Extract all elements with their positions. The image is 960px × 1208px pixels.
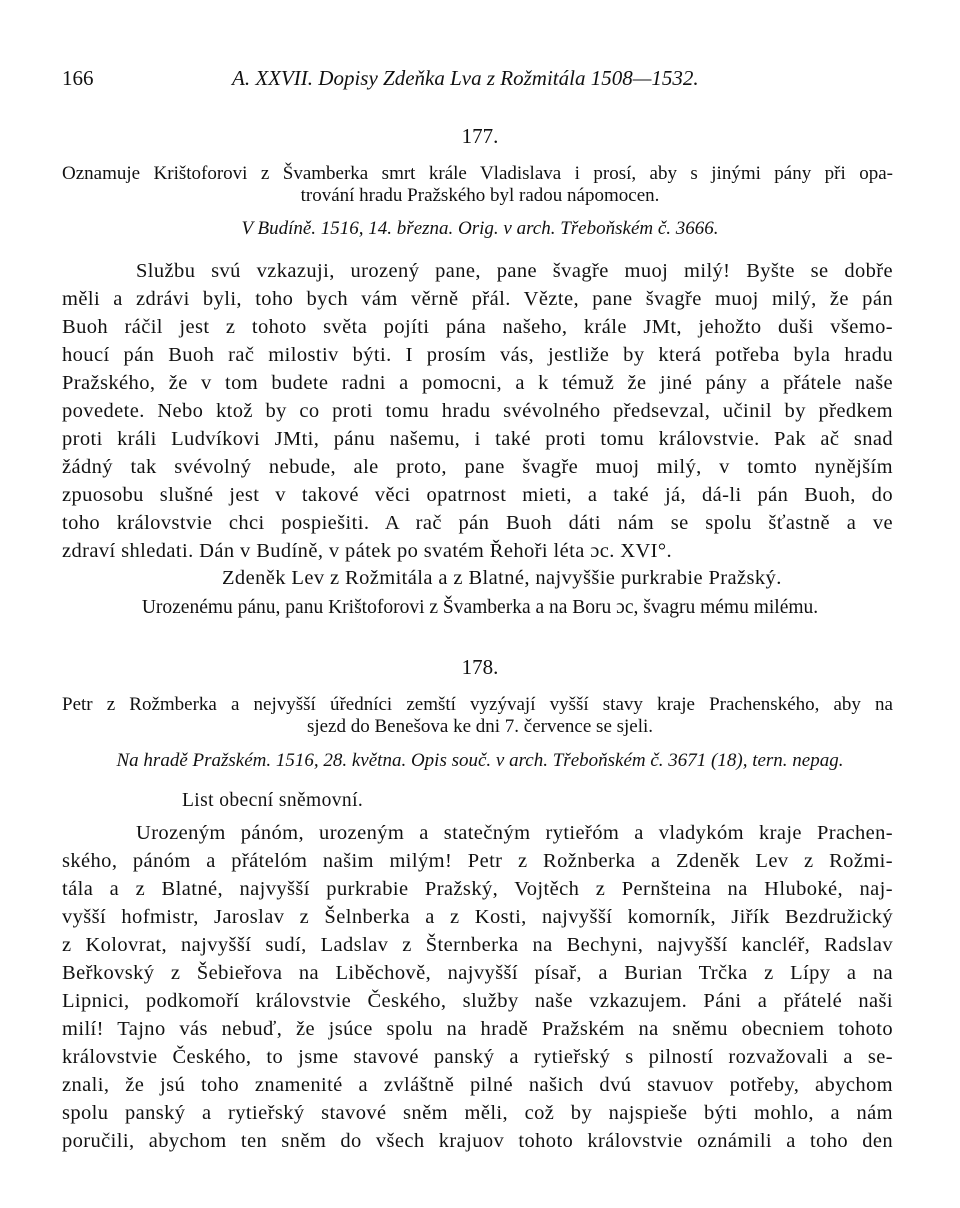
letter-body-line: Lipnici, podkomoří královstvie Českého, služby naše vzkazujem. Páni a přátelé naši xyxy=(62,990,893,1012)
letter-body-line: milí! Tajno vás nebuď, že jsúce spolu na hradě Pražském na sněmu obecniem tohoto xyxy=(62,1018,893,1040)
letter-body-line: žádný tak svévolný nebude, ale proto, pane švagře muoj milý, v tomto nynějším xyxy=(62,456,893,478)
letter-body-line: houcí pán Buoh rač milostiv býti. I prosím vás, jestliže by která potřeba byla hradu xyxy=(62,344,893,366)
letter-summary-line: Petr z Rožmberka a nejvyšší úředníci zemští vyzývají vyšší stavy kraje Prachenského, aby na xyxy=(62,694,893,715)
letter-body-line: zpuosobu slušné jest v takové věci opatrnost mieti, a také já, dá-li pán Buoh, do xyxy=(62,484,893,506)
letter-heading: List obecní sněmovní. xyxy=(182,790,364,811)
letter-number: 177. xyxy=(461,124,499,148)
letter-body-line: Službu svú vzkazuji, urozený pane, pane švagře muoj milý! Byšte se dobře xyxy=(136,260,893,282)
letter-body-line: toho královstvie chci pospiešiti. A rač pán Buoh dáti nám se spolu šťastně a ve xyxy=(62,512,893,534)
page-number: 166 xyxy=(62,66,94,90)
letter-body-line: poručili, abychom ten sněm do všech krajuov tohoto královstvie oznámili a toho den xyxy=(62,1130,893,1152)
letter-body-line: královstvie Českého, to jsme stavové panský a rytieřský s pilností rozvažovali a se- xyxy=(62,1046,893,1068)
letter-body-line: Beřkovský z Šebieřova na Liběchově, najvyšší písař, a Burian Trčka z Lípy a na xyxy=(62,962,893,984)
letter-body-line: měli a zdrávi byli, toho bych vám věrně přál. Vězte, pane švagře muoj milý, že pán xyxy=(62,288,893,310)
letter-body-line: z Kolovrat, najvyšší sudí, Ladslav z Šternberka na Bechyni, najvyšší kancléř, Radslav xyxy=(62,934,893,956)
letter-summary-line: sjezd do Benešova ke dni 7. července se sjeli. xyxy=(306,716,654,737)
letter-summary-line: Oznamuje Krištoforovi z Švamberka smrt krále Vladislava i prosí, aby s jinými pány při opa- xyxy=(62,163,893,184)
letter-body-line: povedete. Nebo ktož by co proti tomu hradu svévolného předsevzal, učinil by předkem xyxy=(62,400,893,422)
letter-source: Na hradě Pražském. 1516, 28. května. Opis souč. v arch. Třeboňském č. 3671 (18), tern. nepag. xyxy=(116,750,844,771)
letter-number: 178. xyxy=(461,655,499,679)
letter-body-line: Buoh ráčil jest z tohoto světa pojíti pána našeho, krále JMt, jehožto duši všemo- xyxy=(62,316,893,338)
letter-body-line: ského, pánóm a přátelóm našim milým! Petr z Rožnberka a Zdeněk Lev z Rožmi- xyxy=(62,850,893,872)
letter-source: V Budíně. 1516, 14. března. Orig. v arch. Třeboňském č. 3666. xyxy=(241,218,719,239)
letter-signature: Zdeněk Lev z Rožmitála a z Blatné, najvyššie purkrabie Pražský. xyxy=(222,567,782,589)
letter-summary-line: trování hradu Pražského byl radou nápomocen. xyxy=(300,185,660,206)
letter-body-line: znali, že jsú toho znamenité a zvláštně pilné našich dvú stavuov potřeby, abychom xyxy=(62,1074,893,1096)
letter-body-line: zdraví shledati. Dán v Budíně, v pátek po svatém Řehoři léta ɔc. XVI°. xyxy=(62,540,673,562)
letter-body-line: vyšší hofmistr, Jaroslav z Šelnberka a z Kosti, najvyšší komorník, Jiřík Bezdružický xyxy=(62,906,893,928)
letter-body-line: spolu panský a rytieřský stavové sněm měli, což by najspiešе býti mohlo, a nám xyxy=(62,1102,893,1124)
letter-body-line: Pražského, že v tom budete radni a pomocni, a k témuž že jiné pány a přátele naše xyxy=(62,372,893,394)
running-title: A. XXVII. Dopisy Zdeňka Lva z Rožmitála 1508—1532. xyxy=(232,66,699,90)
letter-body-line: tála a z Blatné, najvyšší purkrabie Pražský, Vojtěch z Pernšteina na Hluboké, naj- xyxy=(62,878,893,900)
letter-body-line: Urozeným pánóm, urozeným a statečným rytieřóm a vladykóm kraje Prachen- xyxy=(136,822,893,844)
letter-address: Urozenému pánu, panu Krištoforovi z Švamberka a na Boru ɔc, švagru mému milému. xyxy=(141,597,819,618)
letter-body-line: proti králi Ludvíkovi JMti, pánu našemu, i také proti tomu královstvie. Pak ač snad xyxy=(62,428,893,450)
